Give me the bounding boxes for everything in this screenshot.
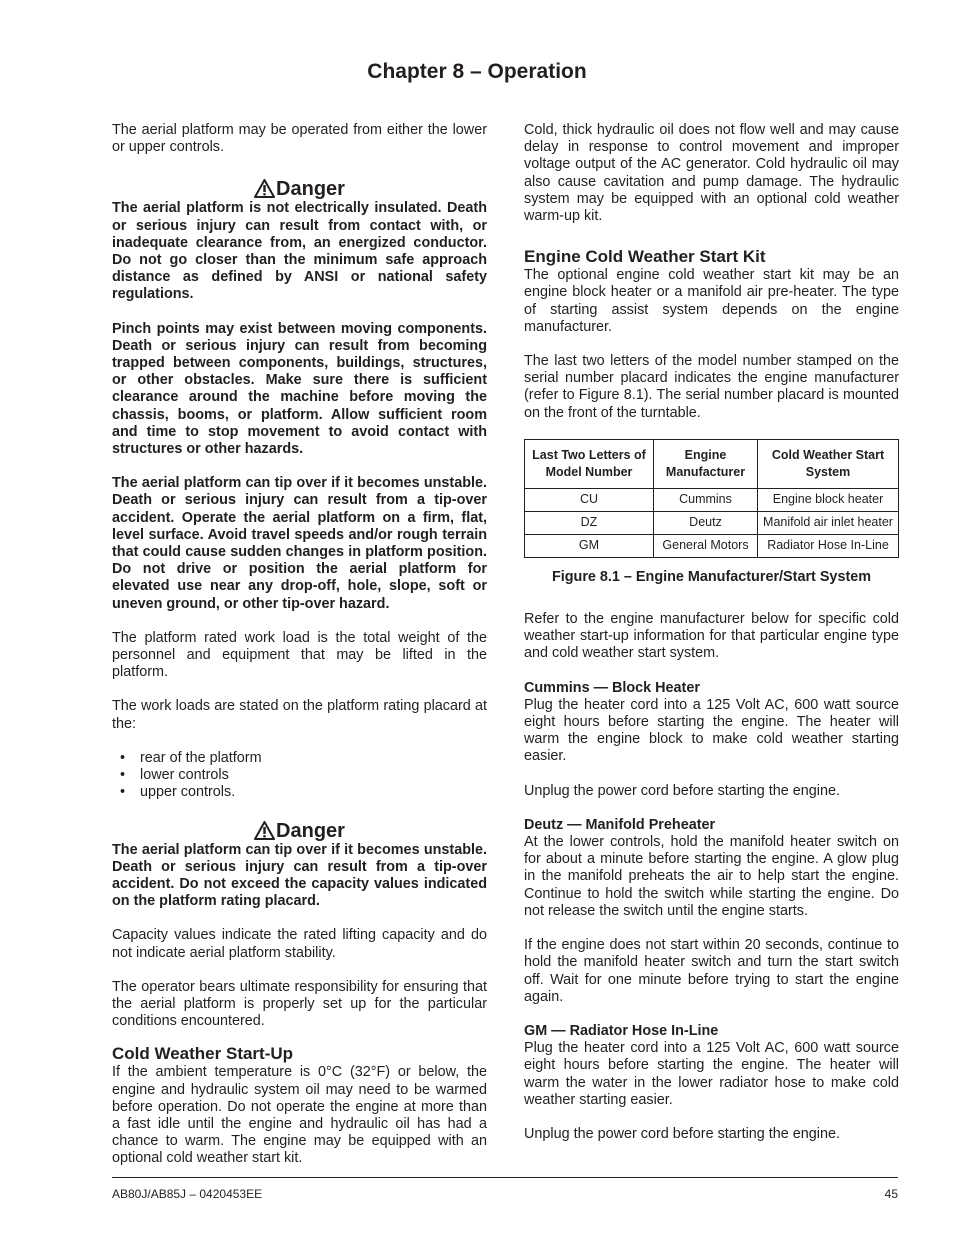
danger-heading-1	[112, 178, 487, 200]
deutz-paragraph-2: If the engine does not start within 20 seconds, continue to hold the manifold heater switch and turn the start switch off. Wait for one minute before trying to start the engine again.	[524, 937, 899, 1005]
table-cell: General Motors	[654, 534, 758, 557]
list-item: • upper controls.	[140, 784, 487, 801]
cummins-heading: Cummins — Block Heater	[524, 679, 700, 696]
left-column	[112, 122, 487, 1185]
table-row	[525, 534, 899, 557]
danger-paragraph: Pinch points may exist between moving components. Death or serious injury can result from becoming trapped between components, buildings, structures, or other obstacles. Make sure there is sufficient clearance around the machine before moving the chassis, booms, or platform. Allow sufficient room and time to stop movement to avoid contact with structures or other hazards.	[112, 320, 487, 458]
table-cell: DZ	[525, 511, 654, 534]
table-cell: Engine block heater	[758, 488, 899, 511]
table-cell: Radiator Hose In-Line	[758, 534, 899, 557]
page-title: Chapter 8 – Operation	[367, 60, 587, 83]
placard-paragraph: The work loads are stated on the platform rating placard at the:	[112, 698, 487, 732]
deutz-heading: Deutz — Manifold Preheater	[524, 816, 716, 833]
column-header: Last Two Letters of Model Number	[525, 439, 654, 488]
table-cell: Manifold air inlet heater	[758, 511, 899, 534]
footer-document-id: AB80J/AB85J – 0420453EE	[112, 1187, 263, 1201]
cold-weather-heading: Cold Weather Start-Up	[112, 1044, 294, 1064]
danger-heading-text: Danger	[276, 819, 345, 842]
gm-heading: GM — Radiator Hose In-Line	[524, 1022, 719, 1039]
intro-paragraph: The aerial platform may be operated from either the lower or upper controls.	[112, 122, 487, 156]
hydraulic-oil-paragraph: Cold, thick hydraulic oil does not flow well and may cause delay in response to control movement and improper voltage output of the AC generator. Cold hydraulic oil may also cause cavitation and pump damage. The hydraulic system may be equipped with an optional cold weather warm-up kit.	[524, 122, 899, 225]
warning-triangle-icon	[254, 821, 275, 840]
table-cell: Deutz	[654, 511, 758, 534]
danger-paragraph: The aerial platform can tip over if it becomes unstable. Death or serious injury can result from a tip-over accident. Operate the aerial platform on a firm, flat, level surface. Avoid travel speeds and/or rough terrain that could cause sudden changes in platform position. Do not drive or position the aerial platform for elevated use near any drop-off, hole, slope, soft or uneven ground, or other tip-over hazard.	[112, 475, 487, 612]
unplug-paragraph: Unplug the power cord before starting the engine.	[524, 782, 840, 799]
operator-paragraph: The operator bears ultimate responsibility for ensuring that the aerial platform is properly set up for the particular conditions encountered.	[112, 978, 487, 1030]
column-header: Cold Weather Start System	[758, 439, 899, 488]
table-cell: CU	[525, 488, 654, 511]
table-row	[525, 511, 899, 534]
workload-paragraph: The platform rated work load is the total weight of the personnel and equipment that may be lifted in the platform.	[112, 629, 487, 681]
figure-caption: Figure 8.1 – Engine Manufacturer/Start System	[551, 568, 872, 585]
danger-paragraph: The aerial platform is not electrically insulated. Death or serious injury can result from contact with, or inadequate clearance from, an energized conductor. Do not go closer than the minimum safe approach distance as defined by ANSI or national safety regulations.	[112, 200, 487, 303]
danger-heading-text: Danger	[276, 178, 345, 201]
table-header-row	[525, 439, 899, 488]
placard-location-list	[112, 750, 487, 802]
column-header: Engine Manufacturer	[654, 439, 758, 488]
list-item: • rear of the platform	[140, 750, 487, 767]
start-kit-heading: Engine Cold Weather Start Kit	[524, 247, 766, 267]
cold-weather-paragraph: If the ambient temperature is 0°C (32°F) or below, the engine and hydraulic system oil may need to be warmed before operation. Do not operate the engine at more than a fast idle until the engine and hydraulic oil has had a chance to warm. The engine may be equipped with an optional cold weather start kit.	[112, 1064, 487, 1167]
table-row	[525, 488, 899, 511]
right-column	[524, 122, 899, 1160]
unplug-paragraph: Unplug the power cord before starting the engine.	[524, 1125, 840, 1142]
table-cell: Cummins	[654, 488, 758, 511]
danger-paragraph: The aerial platform can tip over if it becomes unstable. Death or serious injury can result from a tip-over accident. Do not exceed the capacity values indicated on the platform rating placard.	[112, 841, 487, 910]
danger-heading-2	[112, 820, 487, 842]
list-item: • lower controls	[140, 767, 487, 784]
engine-start-system-table	[524, 439, 899, 558]
gm-paragraph: Plug the heater cord into a 125 Volt AC, 600 watt source eight hours before starting the engine. The heater will warm the water in the lower radiator hose to make cold weather starting easier.	[524, 1040, 899, 1108]
refer-paragraph: Refer to the engine manufacturer below for specific cold weather start-up information for that particular engine type and cold weather start system.	[524, 611, 899, 662]
table-cell: GM	[525, 534, 654, 557]
cummins-paragraph: Plug the heater cord into a 125 Volt AC, 600 watt source eight hours before starting the engine. The heater will warm the engine block to make cold weather starting easier.	[524, 696, 899, 765]
warning-triangle-icon	[254, 179, 275, 198]
deutz-paragraph: At the lower controls, hold the manifold heater switch on for about a minute before starting the engine. A glow plug in the manifold preheats the air to help start the engine. Continue to hold the switch while starting the engine. Do not release the switch until the engine starts.	[524, 834, 899, 919]
footer-divider	[112, 1177, 898, 1178]
capacity-paragraph: Capacity values indicate the rated lifting capacity and do not indicate aerial platform stability.	[112, 927, 487, 961]
model-number-paragraph: The last two letters of the model number stamped on the serial number placard indicates the engine manufacturer (refer to Figure 8.1). The serial number placard is mounted on the front of the turntable.	[524, 353, 899, 421]
footer-page-number: 45	[884, 1187, 898, 1201]
start-kit-paragraph: The optional engine cold weather start kit may be an engine block heater or a manifold air pre-heater. The type of starting assist system depends on the engine manufacturer.	[524, 267, 899, 335]
